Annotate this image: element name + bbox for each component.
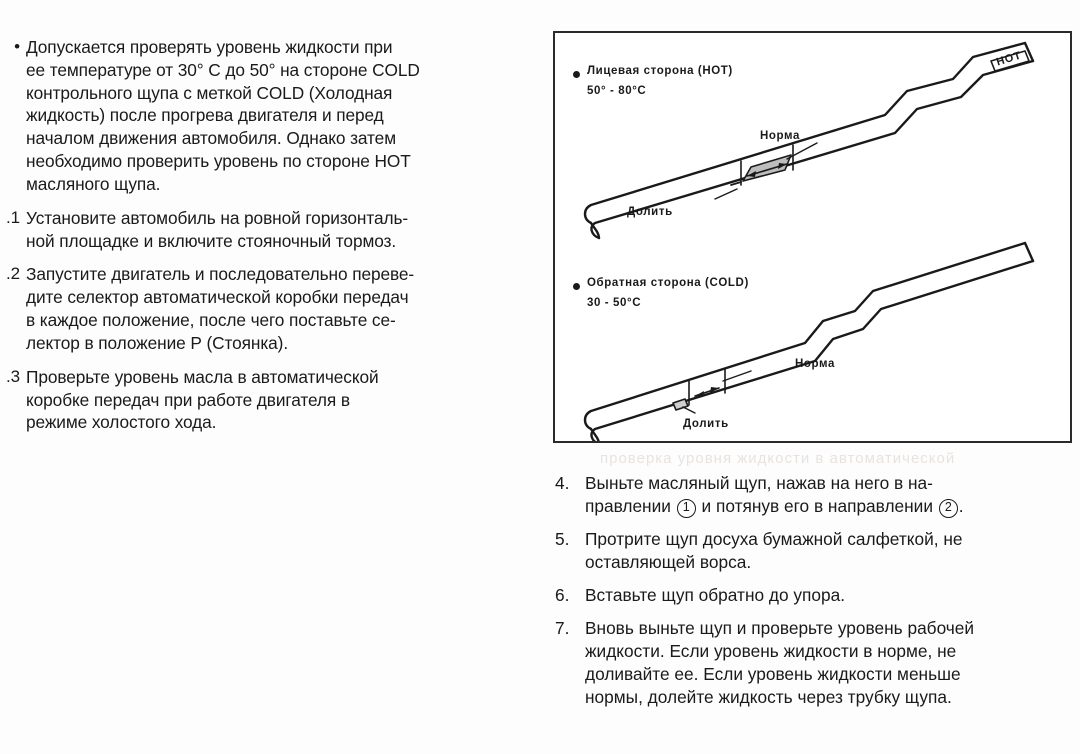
figure-label-hot-mark: HOT xyxy=(995,49,1024,69)
paragraph-body xyxy=(26,36,525,196)
text-line: Допускается проверять уровень жидкости при xyxy=(26,37,393,57)
circled-number-2: 2 xyxy=(939,499,958,518)
paragraph-1 xyxy=(0,207,525,253)
list-item-body xyxy=(585,528,1073,574)
text-line: масляного щупа. xyxy=(26,173,161,194)
text-line: нормы, долейте жидкость через трубку щупа. xyxy=(585,687,952,707)
dipstick-figure xyxy=(553,31,1072,443)
text-line: дите селектор автоматической коробки передач xyxy=(26,287,409,308)
figure-label-fill-bottom: Долить xyxy=(683,418,729,430)
paragraph-marker: 3. xyxy=(6,366,20,386)
figure-label-norm-top: Норма xyxy=(760,130,800,142)
list-item-body xyxy=(585,617,1073,709)
text-line: Протрите щуп досуха бумажной салфеткой, не xyxy=(585,529,963,549)
paragraph-3 xyxy=(0,366,525,434)
text-line: Выньте масляный щуп, нажав на него в на- xyxy=(585,473,933,493)
text-line: Вставьте щуп обратно до упора. xyxy=(585,585,846,605)
paragraph-marker: 2. xyxy=(6,264,20,284)
left-text-column xyxy=(0,36,525,445)
text-line: оставляющей ворса. xyxy=(585,552,752,572)
list-item xyxy=(553,528,1073,574)
text-line: ной площадке и включите стояночный тормоз. xyxy=(26,230,397,251)
figure-label-norm-bottom: Норма xyxy=(795,358,835,370)
figure-label-cold-title: Обратная сторона (COLD) xyxy=(587,277,749,289)
paragraph-bullet xyxy=(0,36,525,196)
figure-label-fill-top: Долить xyxy=(627,206,673,218)
list-item-number: 5. xyxy=(555,529,570,549)
list-item-number: 4. xyxy=(555,473,570,493)
list-item-number: 7. xyxy=(555,618,570,638)
circled-number-1: 1 xyxy=(677,499,696,518)
figure-label-cold-temp: 30 - 50°C xyxy=(587,297,642,309)
text-line: Вновь выньте щуп и проверьте уровень рабочей xyxy=(585,618,975,638)
bullet-dot-icon xyxy=(573,283,580,290)
text-line: доливайте ее. Если уровень жидкости меньше xyxy=(585,664,961,684)
figure-label-hot-title: Лицевая сторона (HOT) xyxy=(587,65,733,77)
list-item xyxy=(553,617,1073,709)
list-item-body xyxy=(585,584,1073,607)
text-line: ее температуре от 30° С до 50° на стороне COLD xyxy=(26,59,420,80)
paragraph-body xyxy=(26,263,525,354)
text-line: Проверьте уровень масла в автоматической xyxy=(26,366,379,387)
list-item xyxy=(553,472,1073,518)
text-line: необходимо проверить уровень по стороне HOT xyxy=(26,151,411,172)
paragraph-marker: 1. xyxy=(6,207,20,227)
figure-label-hot-temp: 50° - 80°C xyxy=(587,85,647,97)
paragraph-2 xyxy=(0,263,525,354)
text-line: Установите автомобиль на ровной горизонталь- xyxy=(26,207,409,228)
text-line: началом движения автомобиля. Однако затем xyxy=(26,128,396,149)
background-bleed-text: проверка уровня жидкости в автоматической xyxy=(600,450,956,467)
paragraph-body xyxy=(26,366,525,434)
text-line: правлении 1 и потянув его в направлении 2 . xyxy=(585,496,964,516)
right-numbered-list xyxy=(553,472,1073,719)
text-line: контрольного щупа с меткой COLD (Холодная xyxy=(26,82,393,103)
list-item-body xyxy=(585,472,1073,518)
list-item xyxy=(553,584,1073,607)
text-line: жидкости. Если уровень жидкости в норме, не xyxy=(585,641,957,661)
text-line: жидкость) после прогрева двигателя и перед xyxy=(26,105,384,126)
list-item-number: 6. xyxy=(555,585,570,605)
bullet-dot-icon xyxy=(573,71,580,78)
text-line: в каждое положение, после чего поставьте се- xyxy=(26,310,396,331)
text-line: Запустите двигатель и последовательно переве- xyxy=(26,264,415,285)
paragraph-marker: • xyxy=(14,37,20,56)
paragraph-body xyxy=(26,207,525,253)
text-line: лектор в положение Р (Стоянка). xyxy=(26,332,289,353)
text-line: коробке передач при работе двигателя в xyxy=(26,389,350,410)
text-line: режиме холостого хода. xyxy=(26,412,217,433)
